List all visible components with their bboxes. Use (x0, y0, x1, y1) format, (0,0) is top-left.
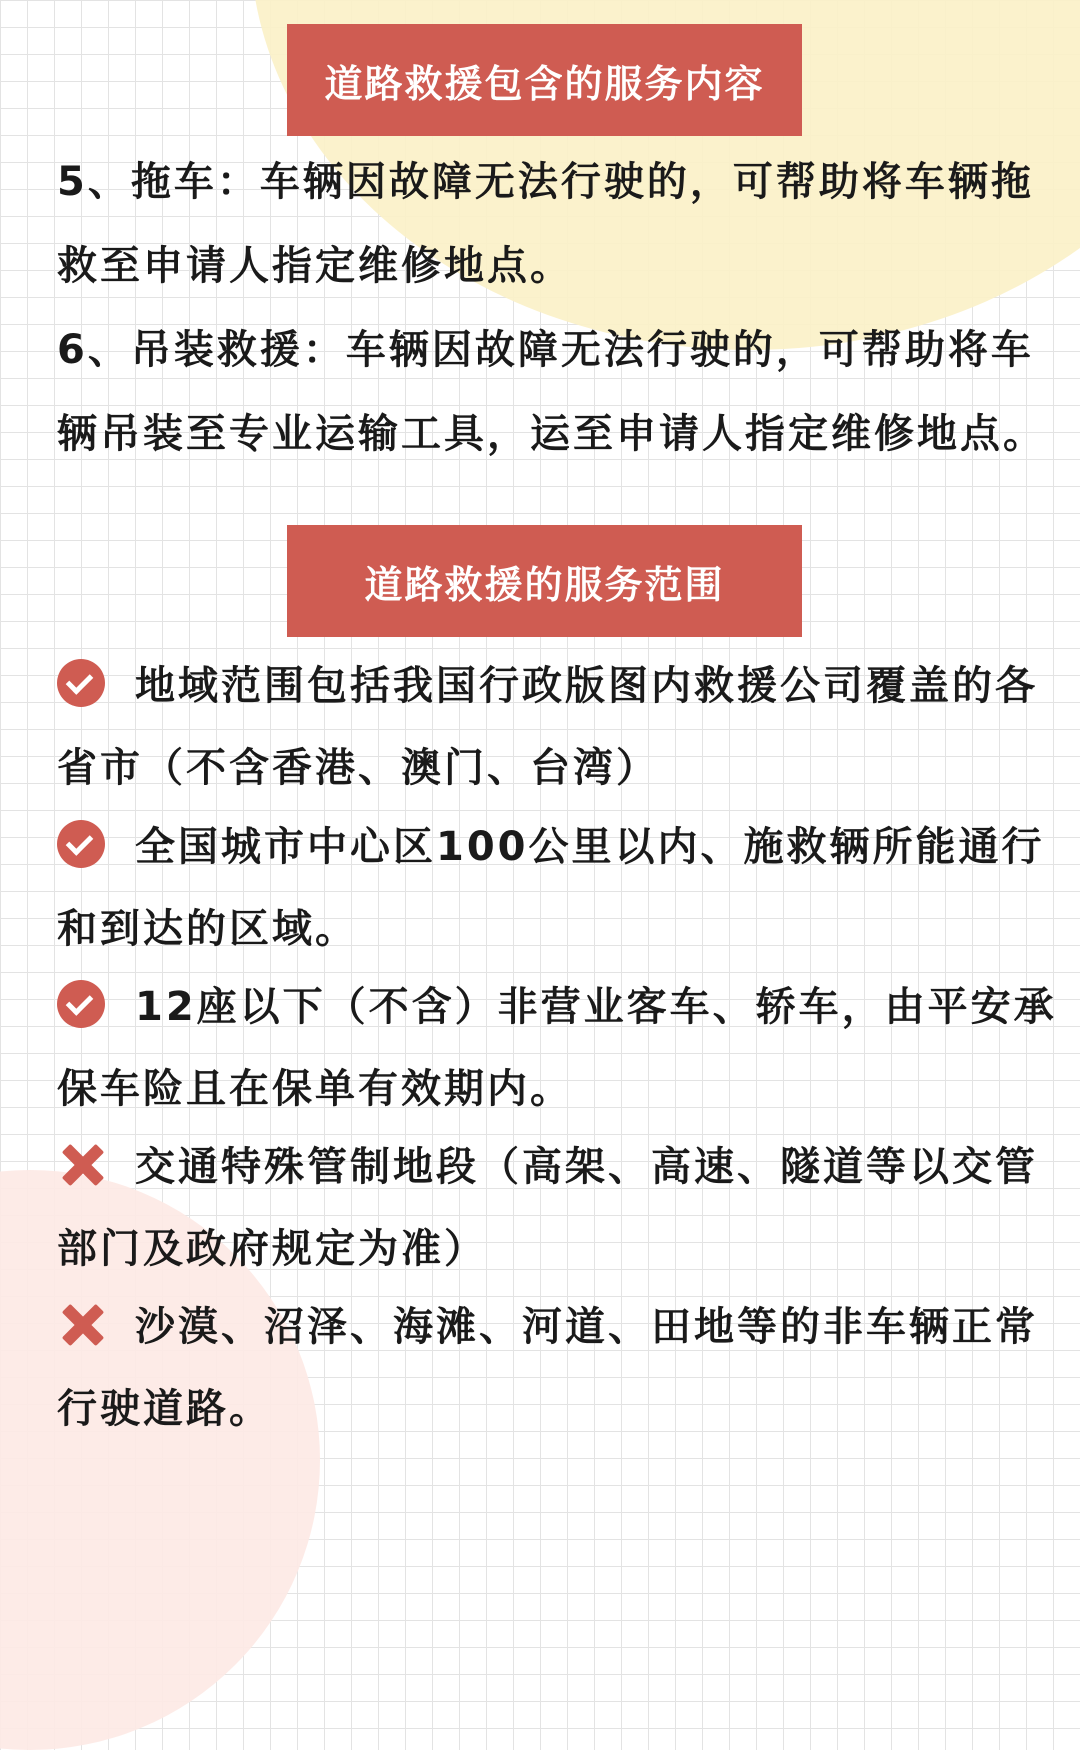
section-title-service-scope: 道路救援的服务范围 (287, 525, 802, 637)
list-item (57, 1126, 1057, 1290)
cross-icon (57, 1300, 105, 1348)
list-item-text: 交通特殊管制地段（高架、高速、隧道等以交管部门及政府规定为准） (57, 1144, 1038, 1272)
check-circle-icon (57, 659, 105, 707)
list-item-text: 12座以下（不含）非营业客车、轿车，由平安承保车险且在保单有效期内。 (57, 984, 1057, 1112)
check-circle-icon (57, 820, 105, 868)
list-item (57, 966, 1057, 1130)
list-item (57, 806, 1057, 970)
list-item-text: 地域范围包括我国行政版图内救援公司覆盖的各省市（不含香港、澳门、台湾） (57, 663, 1038, 791)
section-title-service-content: 道路救援包含的服务内容 (287, 24, 802, 136)
list-item-text: 沙漠、沼泽、海滩、河道、田地等的非车辆正常行驶道路。 (57, 1304, 1038, 1432)
cross-icon (57, 1140, 105, 1188)
list-item-text: 全国城市中心区100公里以内、施救辆所能通行和到达的区域。 (57, 824, 1045, 952)
paragraph-towing: 5、拖车：车辆因故障无法行驶的，可帮助将车辆拖救至申请人指定维修地点。 (57, 159, 1034, 289)
check-circle-icon (57, 980, 105, 1028)
list-item (57, 645, 1057, 809)
paragraph-crane-rescue: 6、吊装救援：车辆因故障无法行驶的，可帮助将车辆吊装至专业运输工具，运至申请人指定维修地点。 (57, 327, 1046, 457)
list-item (57, 1286, 1057, 1450)
